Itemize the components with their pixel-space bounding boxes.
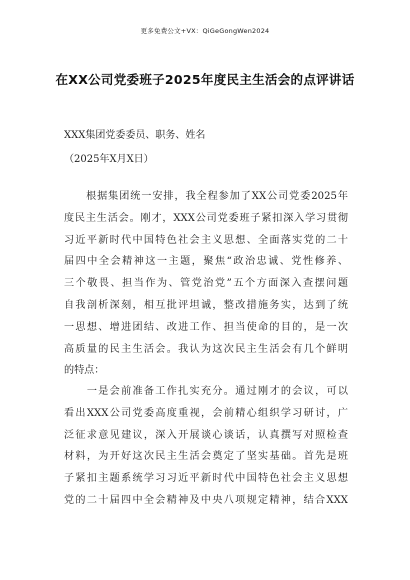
paragraph-2	[64, 381, 348, 512]
byline-date: （2025年X月X日）	[64, 154, 154, 165]
byline-name: XXX集团党委委员、职务、姓名	[64, 130, 206, 141]
paragraph-line: 度民主生活会。刚才，XXX公司党委班子紧扣深入学习贯彻	[64, 212, 348, 224]
document-title: 在XX公司党委班子2025年度民主生活会的点评讲话	[55, 72, 355, 87]
paragraph-line: 一是会前准备工作扎实充分。通过刚才的会议，可以	[64, 386, 348, 397]
paragraph-line: 根据集团统一安排，我全程参加了XX公司党委2025年	[64, 191, 348, 202]
paragraph-line: 看出XXX公司党委高度重视，会前精心组织学习研讨，广	[64, 407, 348, 419]
paragraph-line: 子紧扣主题系统学习习近平新时代中国特色社会主义思想	[64, 473, 348, 485]
header-note: 更多免费公文+VX：QiGeGongWen2024	[140, 27, 270, 35]
paragraph-line: 一思想、增进团结、改进工作、担当使命的目的，是一次	[64, 321, 348, 333]
paragraph-line: 届四中全会精神这一主题，聚焦“政治忠诚、党性修养、	[64, 256, 348, 268]
paragraph-line: 材料，为开好这次民主生活会奠定了坚实基础。首先是班	[64, 451, 348, 463]
paragraph-line: 的特点：	[64, 365, 105, 377]
paragraph-line: 高质量的民主生活会。我认为这次民主生活会有几个鲜明	[64, 343, 348, 355]
paragraph-line: 习近平新时代中国特色社会主义思想、全面落实党的二十	[64, 234, 348, 246]
paragraph-line: 党的二十届四中全会精神及中央八项规定精神，结合XXX	[64, 494, 348, 506]
paragraph-line: 自我剖析深刻，相互批评坦诚，整改措施务实，达到了统	[64, 299, 348, 311]
paragraph-1	[64, 186, 348, 382]
paragraph-line: 三个敬畏、担当作为、管党治党”五个方面深入查摆问题	[64, 278, 348, 290]
paragraph-line: 泛征求意见建议，深入开展谈心谈话，认真撰写对照检查	[64, 429, 348, 441]
